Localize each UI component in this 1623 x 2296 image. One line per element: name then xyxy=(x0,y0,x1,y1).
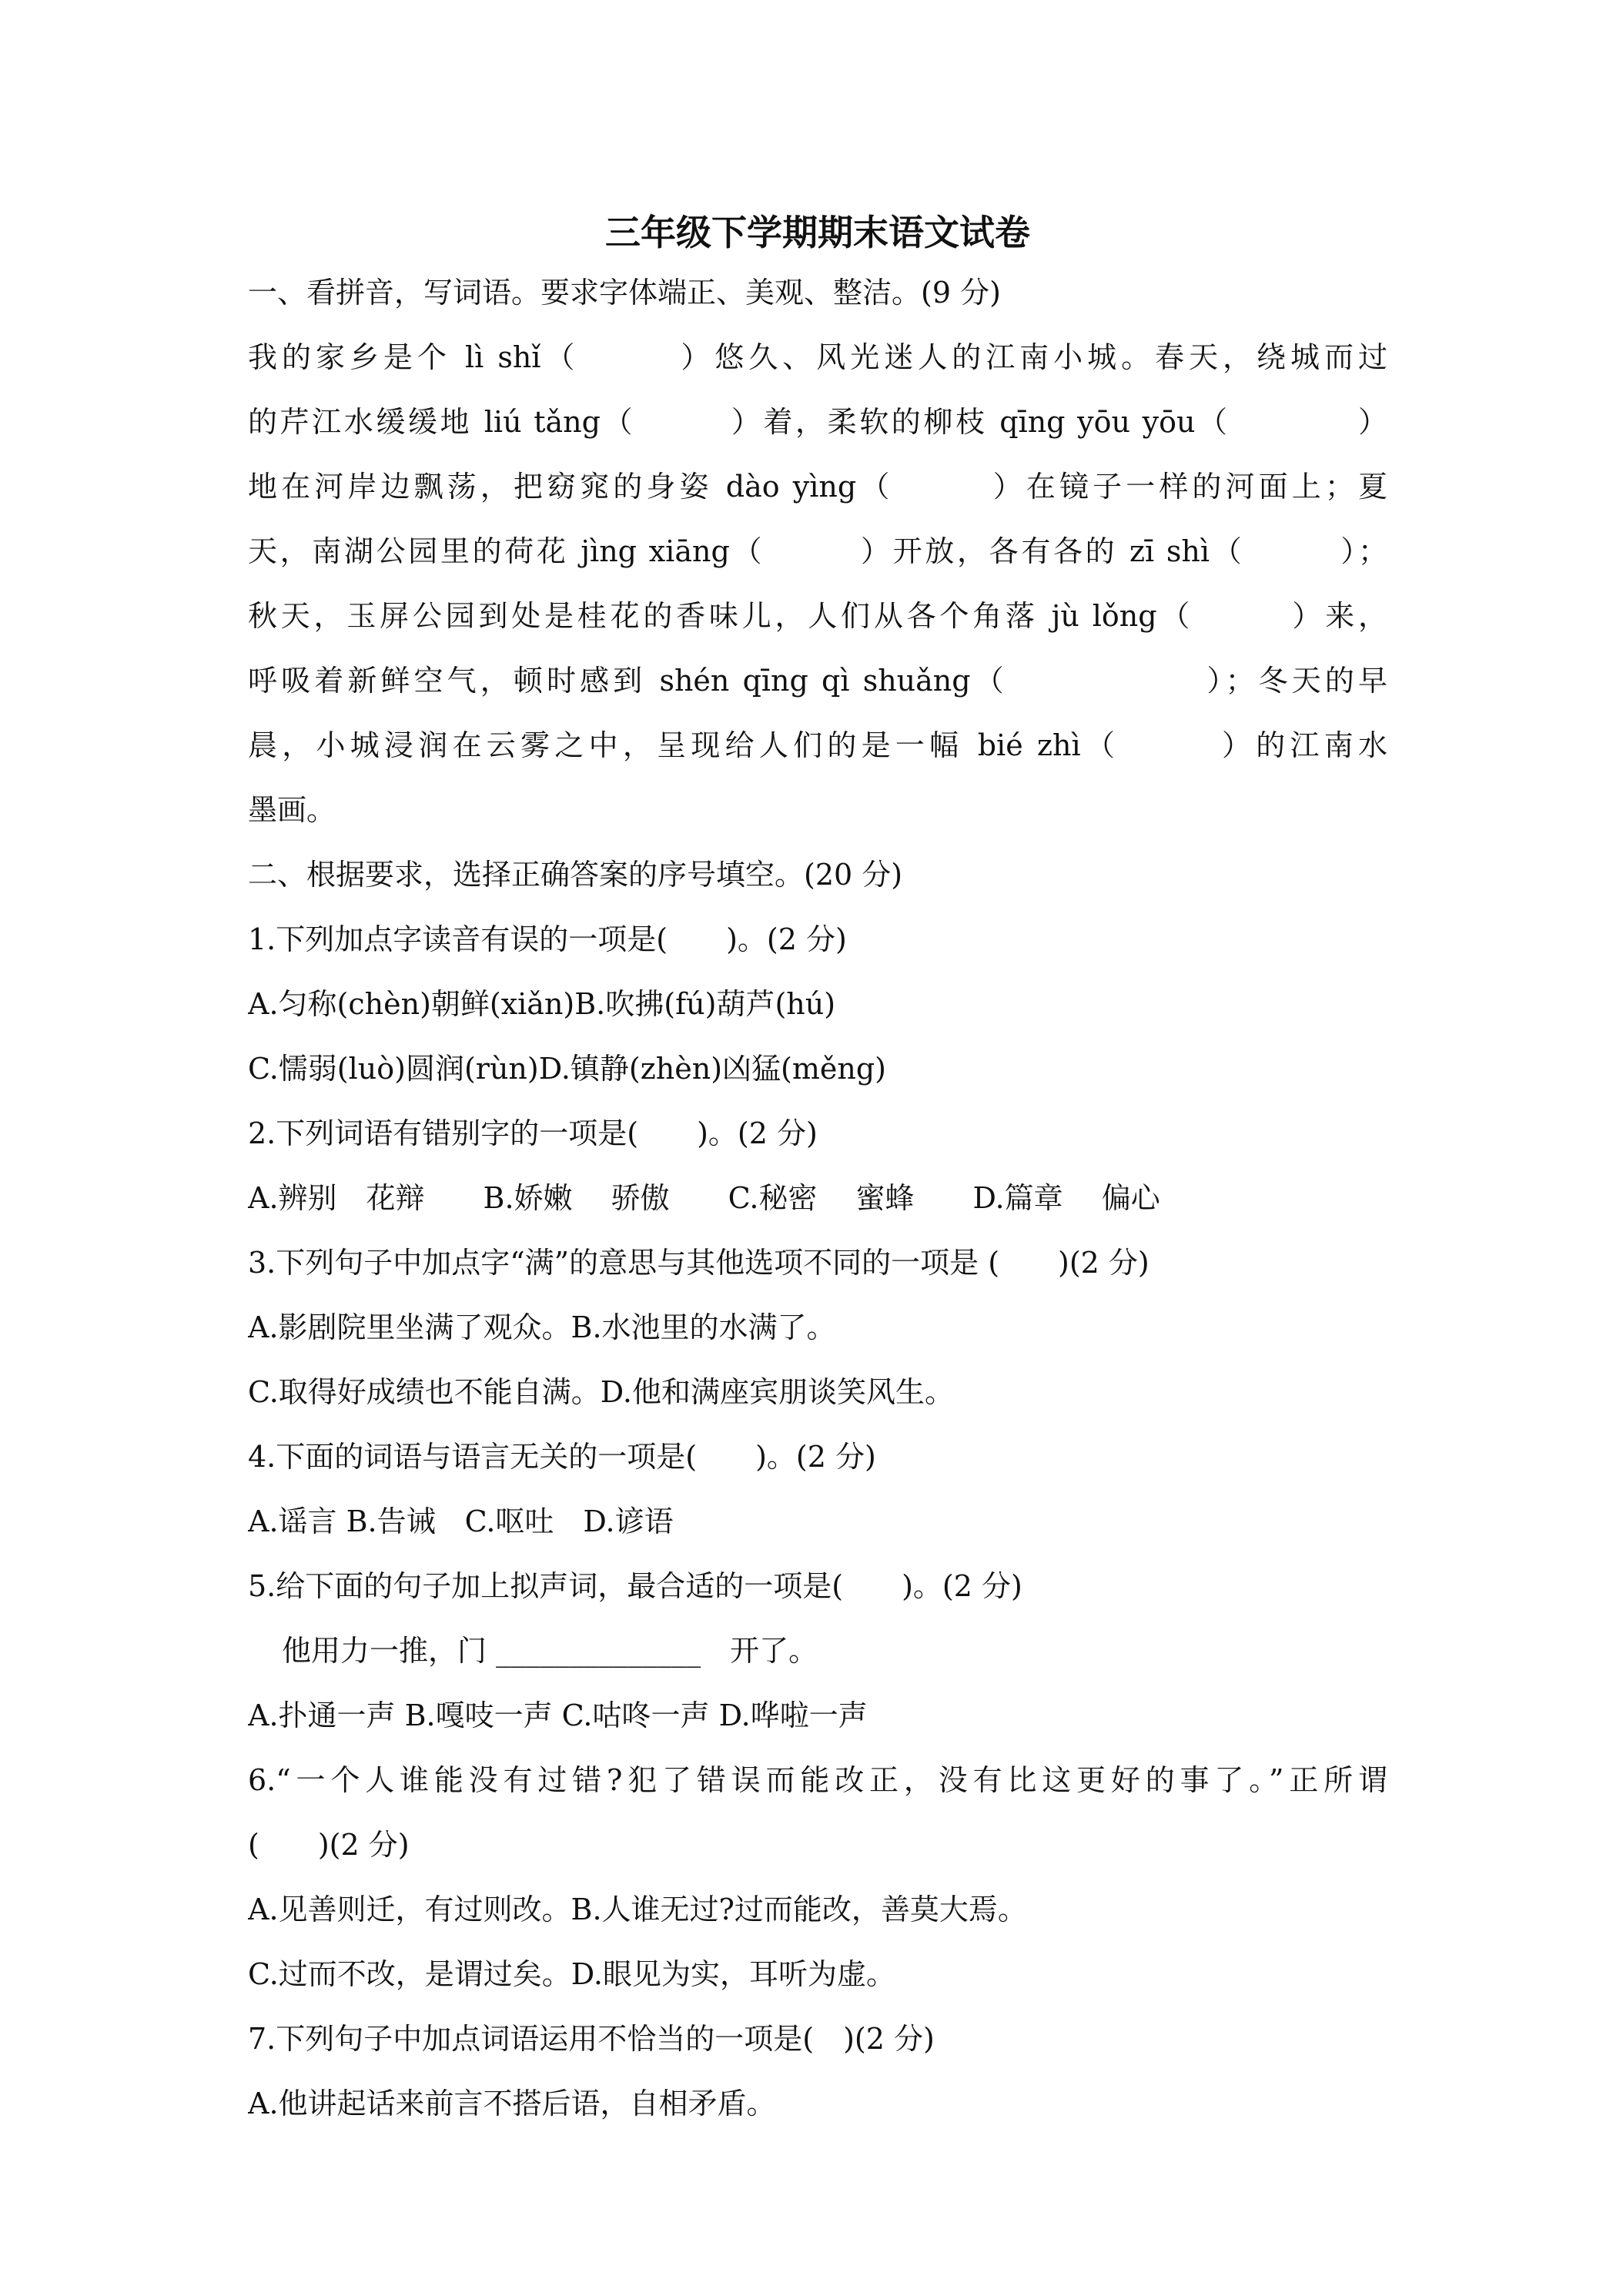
passage-line: 天，南湖公园里的荷花 jìng xiāng（ ）开放，各有各的 zī shì（ ）； xyxy=(248,534,1387,568)
question-2-options: A.辨别 花辩 B.娇嫩 骄傲 C.秘密 蜜蜂 D.篇章 偏心 xyxy=(248,1181,1160,1215)
section-1-heading: 一、看拼音，写词语。要求字体端正、美观、整洁。(9 分) xyxy=(248,276,1001,310)
question-4-options: A.谣言 B.告诫 C.呕吐 D.谚语 xyxy=(248,1504,674,1538)
question-5-sentence: 他用力一推，门 ______________ 开了。 xyxy=(282,1634,818,1668)
question-1-options-ab: A.匀称(chèn)朝鲜(xiǎn)B.吹拂(fú)葫芦(hú) xyxy=(248,987,836,1021)
question-5: 5.给下面的句子加上拟声词，最合适的一项是( )。(2 分) xyxy=(248,1569,1022,1603)
question-2: 2.下列词语有错别字的一项是( )。(2 分) xyxy=(248,1116,818,1150)
section-2-heading: 二、根据要求，选择正确答案的序号填空。(20 分) xyxy=(248,858,903,892)
question-3-options-ab: A.影剧院里坐满了观众。B.水池里的水满了。 xyxy=(248,1310,836,1344)
passage-line: 呼吸着新鲜空气，顿时感到 shén qīng qì shuǎng（ ）；冬天的早 xyxy=(248,664,1387,698)
question-1-options-cd: C.懦弱(luò)圆润(rùn)D.镇静(zhèn)凶猛(měng) xyxy=(248,1052,886,1086)
passage-line: 晨，小城浸润在云雾之中，呈现给人们的是一幅 bié zhì（ ）的江南水 xyxy=(248,728,1387,762)
question-6-continued: ( )(2 分) xyxy=(248,1828,410,1862)
page-title: 三年级下学期期末语文试卷 xyxy=(605,212,1030,253)
question-6-options-ab: A.见善则迁，有过则改。B.人谁无过?过而能改，善莫大焉。 xyxy=(248,1893,1027,1926)
question-7-option-a: A.他讲起话来前言不搭后语，自相矛盾。 xyxy=(248,2087,776,2120)
question-5-options: A.扑通一声 B.嘎吱一声 C.咕咚一声 D.哗啦一声 xyxy=(248,1699,868,1732)
question-6: 6.“一个人谁能没有过错?犯了错误而能改正，没有比这更好的事了。”正所谓 xyxy=(248,1763,1387,1797)
question-1: 1.下列加点字读音有误的一项是( )。(2 分) xyxy=(248,922,847,956)
passage-line: 秋天，玉屏公园到处是桂花的香味儿，人们从各个角落 jù lǒng（ ）来， xyxy=(248,599,1387,633)
passage-line: 的芹江水缓缓地 liú tǎng（ ）着，柔软的柳枝 qīng yōu yōu（ ） xyxy=(248,405,1387,439)
passage-line: 墨画。 xyxy=(248,793,336,827)
passage-line: 地在河岸边飘荡，把窈窕的身姿 dào yìng（ ）在镜子一样的河面上；夏 xyxy=(248,470,1387,504)
passage-line: 我的家乡是个 lì shǐ（ ）悠久、风光迷人的江南小城。春天，绕城而过 xyxy=(248,340,1387,374)
question-7: 7.下列句子中加点词语运用不恰当的一项是( )(2 分) xyxy=(248,2022,935,2056)
question-4: 4.下面的词语与语言无关的一项是( )。(2 分) xyxy=(248,1440,876,1474)
question-3-options-cd: C.取得好成绩也不能自满。D.他和满座宾朋谈笑风生。 xyxy=(248,1375,954,1409)
question-3: 3.下列句子中加点字“满”的意思与其他选项不同的一项是 ( )(2 分) xyxy=(248,1246,1149,1280)
question-6-options-cd: C.过而不改，是谓过矣。D.眼见为实，耳听为虚。 xyxy=(248,1957,895,1991)
exam-page xyxy=(248,208,1387,2136)
